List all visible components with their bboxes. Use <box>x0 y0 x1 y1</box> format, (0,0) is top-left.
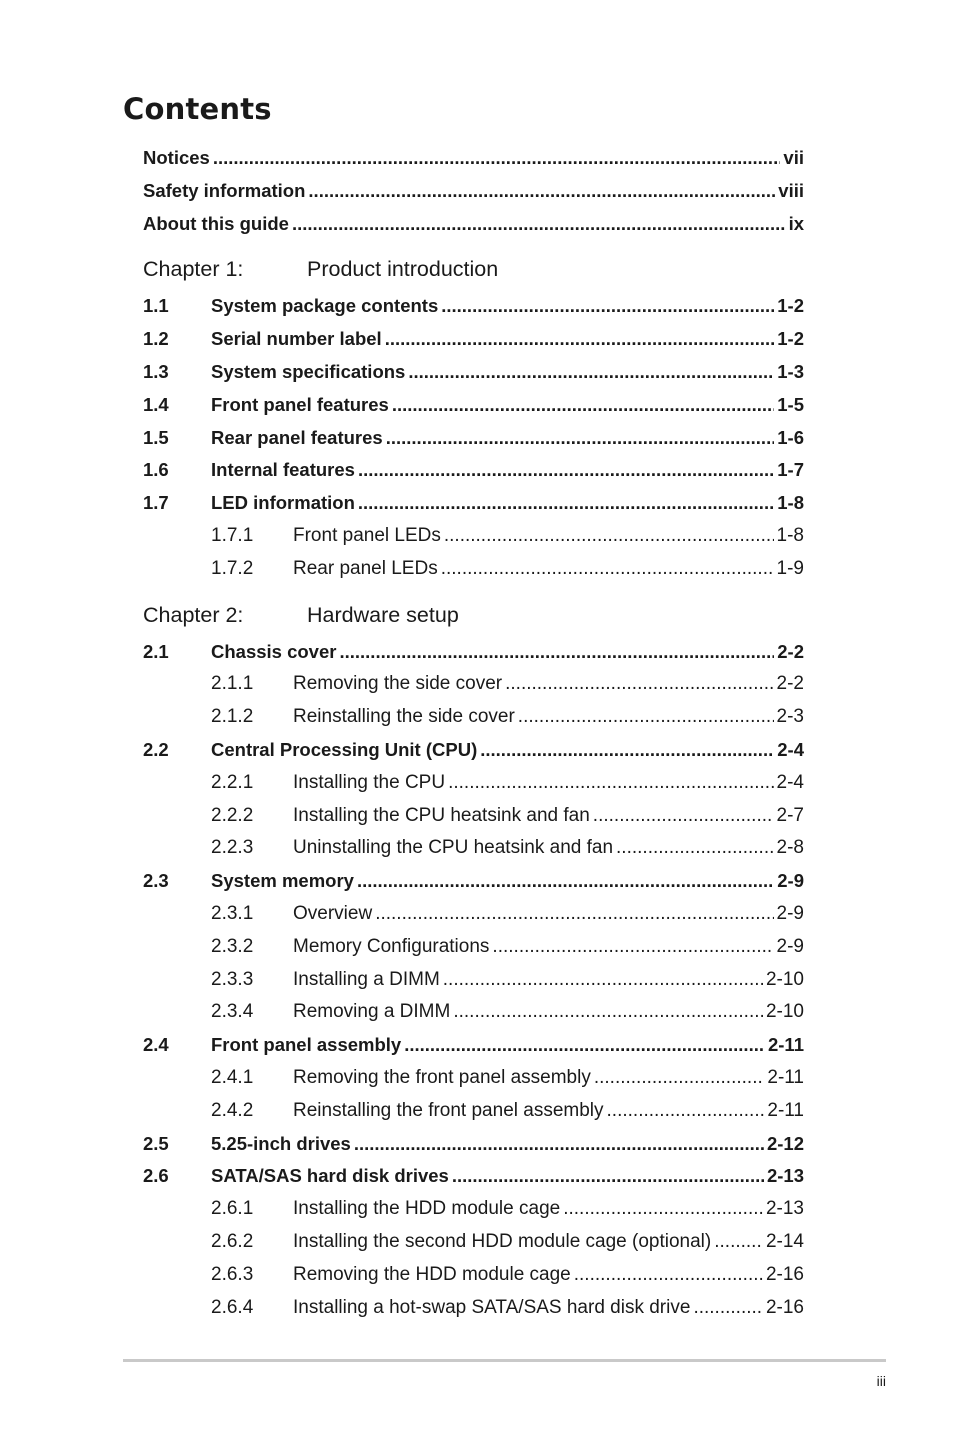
toc-entry-label: System specifications <box>211 360 406 382</box>
toc-entry-label: Front panel LEDs <box>293 524 441 546</box>
toc-entry-number: 2.1.2 <box>211 706 254 728</box>
toc-entry-number: 1.4 <box>143 393 169 415</box>
dot-leader <box>292 208 786 241</box>
toc-subsection-entry[interactable] <box>143 931 804 964</box>
toc-entry-number: 1.3 <box>143 360 169 382</box>
toc-entry-number: 2.2.2 <box>211 804 254 826</box>
toc-entry-number: 2.4.2 <box>211 1099 254 1121</box>
dot-leader <box>616 832 774 865</box>
toc-subsection-entry[interactable] <box>143 898 804 931</box>
toc-section-entry[interactable] <box>143 454 804 487</box>
toc-entry-number: 1.2 <box>143 328 169 350</box>
toc-section-entry[interactable] <box>143 734 804 767</box>
toc-entry-number: 1.6 <box>143 459 169 481</box>
toc-entry-number: 2.5 <box>143 1132 169 1154</box>
toc-entry-page: vii <box>783 147 804 168</box>
dot-leader <box>392 389 774 422</box>
toc-subsection-entry[interactable] <box>143 1292 804 1325</box>
toc-entry-label: Serial number label <box>211 328 382 350</box>
toc-entry-page: 1-7 <box>777 459 804 481</box>
toc-entry-label: Installing the second HDD module cage (optional) <box>293 1230 712 1252</box>
toc-subsection-entry[interactable] <box>143 1062 804 1095</box>
toc-entry-label: Notices <box>143 147 210 168</box>
dot-leader <box>404 1029 765 1062</box>
dot-leader <box>505 668 773 701</box>
dot-leader <box>693 1292 763 1325</box>
dot-leader <box>453 996 763 1029</box>
toc-entry-number: 2.6 <box>143 1165 169 1187</box>
toc-entry-number: 2.6.3 <box>211 1263 254 1285</box>
toc-entry-label: Safety information <box>143 179 306 201</box>
toc-entry[interactable] <box>143 142 804 175</box>
dot-leader <box>386 422 775 455</box>
toc-subsection-entry[interactable] <box>143 1193 804 1226</box>
dot-leader <box>518 701 774 734</box>
toc-subsection-entry[interactable] <box>143 701 804 734</box>
toc-entry-number: 1.1 <box>143 295 169 317</box>
toc-entry-label: Uninstalling the CPU heatsink and fan <box>293 837 614 859</box>
toc-section-entry[interactable] <box>143 356 804 389</box>
toc-entry-page: 2-16 <box>765 1296 804 1318</box>
toc-entry[interactable] <box>143 208 804 241</box>
dot-leader <box>714 1226 763 1259</box>
toc-entry-number: 1.5 <box>143 426 169 448</box>
toc-entry-page: 1-5 <box>777 393 804 415</box>
dot-leader <box>357 865 774 898</box>
toc-entry-page: 1-8 <box>777 492 804 514</box>
toc-entry-page: 2-9 <box>777 870 804 892</box>
toc-entry-number: 2.4 <box>143 1034 169 1056</box>
toc-entry-page: 2-11 <box>767 1034 804 1056</box>
footer-rule <box>123 1359 886 1362</box>
chapter-number: Chapter 1: <box>143 257 244 282</box>
toc-entry-number: 1.7 <box>143 492 169 514</box>
toc-subsection-entry[interactable] <box>143 800 804 833</box>
toc-subsection-entry[interactable] <box>143 520 804 553</box>
dot-leader <box>441 553 774 586</box>
dot-leader <box>358 487 774 520</box>
toc-entry-page: 2-16 <box>765 1263 804 1285</box>
toc-entry-number: 2.3.4 <box>211 1001 254 1023</box>
toc-subsection-entry[interactable] <box>143 1259 804 1292</box>
toc-section-entry[interactable] <box>143 323 804 356</box>
toc-entry-label: Installing a DIMM <box>293 968 440 990</box>
toc-section-entry[interactable] <box>143 865 804 898</box>
chapter-number: Chapter 2: <box>143 602 244 627</box>
dot-leader <box>574 1259 763 1292</box>
toc-entry-label: Removing the HDD module cage <box>293 1263 571 1285</box>
toc-entry-label: Installing a hot-swap SATA/SAS hard disk drive <box>293 1296 691 1318</box>
toc-subsection-entry[interactable] <box>143 553 804 586</box>
toc-subsection-entry[interactable] <box>143 1226 804 1259</box>
toc-entry-label: About this guide <box>143 212 289 234</box>
toc-entry-page: 2-11 <box>767 1066 804 1088</box>
chapter-title: Product introduction <box>307 257 499 282</box>
chapter-heading[interactable] <box>143 240 804 290</box>
toc-entry-page: 1-3 <box>777 360 804 382</box>
toc-entry-label: System package contents <box>211 295 439 317</box>
toc-entry-page: 2-14 <box>765 1230 804 1252</box>
toc-section-entry[interactable] <box>143 422 804 455</box>
dot-leader <box>385 323 775 356</box>
dot-leader <box>492 931 773 964</box>
toc-entry-label: Reinstalling the front panel assembly <box>293 1099 604 1121</box>
dot-leader <box>443 964 763 997</box>
toc-entry-page: 2-2 <box>777 640 804 662</box>
dot-leader <box>448 767 773 800</box>
toc-subsection-entry[interactable] <box>143 767 804 800</box>
toc-entry-page: 2-13 <box>766 1165 804 1187</box>
toc-entry-label: Removing the front panel assembly <box>293 1066 591 1088</box>
toc-entry-page: 1-8 <box>776 524 804 546</box>
table-of-contents <box>143 142 804 1324</box>
dot-leader <box>480 734 774 767</box>
toc-entry-number: 2.6.2 <box>211 1230 254 1252</box>
toc-entry-number: 2.2.1 <box>211 771 254 793</box>
toc-entry-label: Installing the HDD module cage <box>293 1198 561 1220</box>
dot-leader <box>441 290 774 323</box>
toc-entry-number: 2.6.1 <box>211 1198 254 1220</box>
page-title: Contents <box>123 92 272 126</box>
dot-leader <box>213 142 781 175</box>
toc-entry-page: ix <box>788 212 804 234</box>
dot-leader <box>593 800 774 833</box>
dot-leader <box>408 356 774 389</box>
toc-entry-number: 2.1.1 <box>211 673 254 695</box>
toc-entry-page: 2-13 <box>765 1198 804 1220</box>
dot-leader <box>452 1160 764 1193</box>
toc-entry-number: 2.1 <box>143 640 169 662</box>
toc-entry-label: Removing a DIMM <box>293 1001 451 1023</box>
dot-leader <box>594 1062 765 1095</box>
toc-entry-label: Reinstalling the side cover <box>293 706 515 728</box>
toc-entry-number: 2.3.3 <box>211 968 254 990</box>
toc-entry-number: 1.7.2 <box>211 557 254 579</box>
toc-entry-number: 2.6.4 <box>211 1296 254 1318</box>
toc-entry-label: System memory <box>211 870 354 892</box>
toc-subsection-entry[interactable] <box>143 1095 804 1128</box>
toc-entry-label: 5.25-inch drives <box>211 1132 351 1154</box>
toc-entry-number: 2.2 <box>143 738 169 760</box>
toc-entry-label: Installing the CPU heatsink and fan <box>293 804 590 826</box>
toc-entry-page: 2-12 <box>766 1132 804 1154</box>
dot-leader <box>354 1128 764 1161</box>
toc-entry-label: Overview <box>293 902 373 924</box>
toc-entry-page: 1-6 <box>777 426 804 448</box>
dot-leader <box>444 520 774 553</box>
toc-entry-label: Internal features <box>211 459 355 481</box>
chapter-heading[interactable] <box>143 586 804 636</box>
toc-entry-label: Installing the CPU <box>293 771 446 793</box>
chapter-title: Hardware setup <box>307 602 459 627</box>
toc-section-entry[interactable] <box>143 487 804 520</box>
toc-entry-page: 2-11 <box>767 1099 804 1121</box>
toc-entry-number: 2.4.1 <box>211 1066 254 1088</box>
toc-entry-label: LED information <box>211 492 355 514</box>
toc-subsection-entry[interactable] <box>143 668 804 701</box>
front-matter-list <box>143 142 804 240</box>
toc-entry[interactable] <box>143 175 804 208</box>
toc-section-entry[interactable] <box>143 1128 804 1161</box>
toc-section-entry[interactable] <box>143 389 804 422</box>
toc-subsection-entry[interactable] <box>143 996 804 1029</box>
chapter-list <box>143 240 804 1324</box>
toc-entry-number: 2.3.2 <box>211 935 254 957</box>
dot-leader <box>339 636 774 669</box>
toc-entry-number: 2.3 <box>143 870 169 892</box>
toc-entry-page: 2-10 <box>765 968 804 990</box>
toc-entry-label: SATA/SAS hard disk drives <box>211 1165 449 1187</box>
toc-entry-label: Chassis cover <box>211 640 337 662</box>
toc-entry-label: Memory Configurations <box>293 935 490 957</box>
toc-entry-page: 2-8 <box>776 837 804 859</box>
dot-leader <box>375 898 773 931</box>
toc-entry-page: 2-3 <box>776 706 804 728</box>
toc-entry-number: 2.3.1 <box>211 902 254 924</box>
toc-entry-page: 2-9 <box>776 935 804 957</box>
toc-section-entry[interactable] <box>143 290 804 323</box>
dot-leader <box>563 1193 763 1226</box>
toc-entry-page: 1-2 <box>777 295 804 317</box>
toc-entry-page: 2-2 <box>776 673 804 695</box>
toc-section-entry[interactable] <box>143 636 804 669</box>
toc-entry-number: 1.7.1 <box>211 524 254 546</box>
toc-subsection-entry[interactable] <box>143 964 804 997</box>
toc-entry-label: Rear panel LEDs <box>293 557 438 579</box>
toc-entry-page: 2-4 <box>776 771 804 793</box>
toc-entry-label: Removing the side cover <box>293 673 503 695</box>
toc-entry-label: Front panel assembly <box>211 1034 402 1056</box>
dot-leader <box>308 175 775 208</box>
toc-entry-label: Rear panel features <box>211 426 383 448</box>
toc-section-entry[interactable] <box>143 1160 804 1193</box>
toc-entry-page: 2-7 <box>776 804 804 826</box>
dot-leader <box>607 1095 765 1128</box>
footer-page-number: iii <box>876 1373 886 1389</box>
toc-section-entry[interactable] <box>143 1029 804 1062</box>
toc-entry-number: 2.2.3 <box>211 837 254 859</box>
toc-entry-page: 1-2 <box>777 328 804 350</box>
toc-entry-label: Front panel features <box>211 393 389 415</box>
toc-entry-page: 2-9 <box>776 902 804 924</box>
toc-entry-page: 1-9 <box>776 557 804 579</box>
toc-entry-page: 2-10 <box>765 1001 804 1023</box>
dot-leader <box>358 454 774 487</box>
toc-entry-page: viii <box>778 179 804 201</box>
toc-entry-label: Central Processing Unit (CPU) <box>211 738 478 760</box>
toc-entry-page: 2-4 <box>777 738 804 760</box>
toc-subsection-entry[interactable] <box>143 832 804 865</box>
